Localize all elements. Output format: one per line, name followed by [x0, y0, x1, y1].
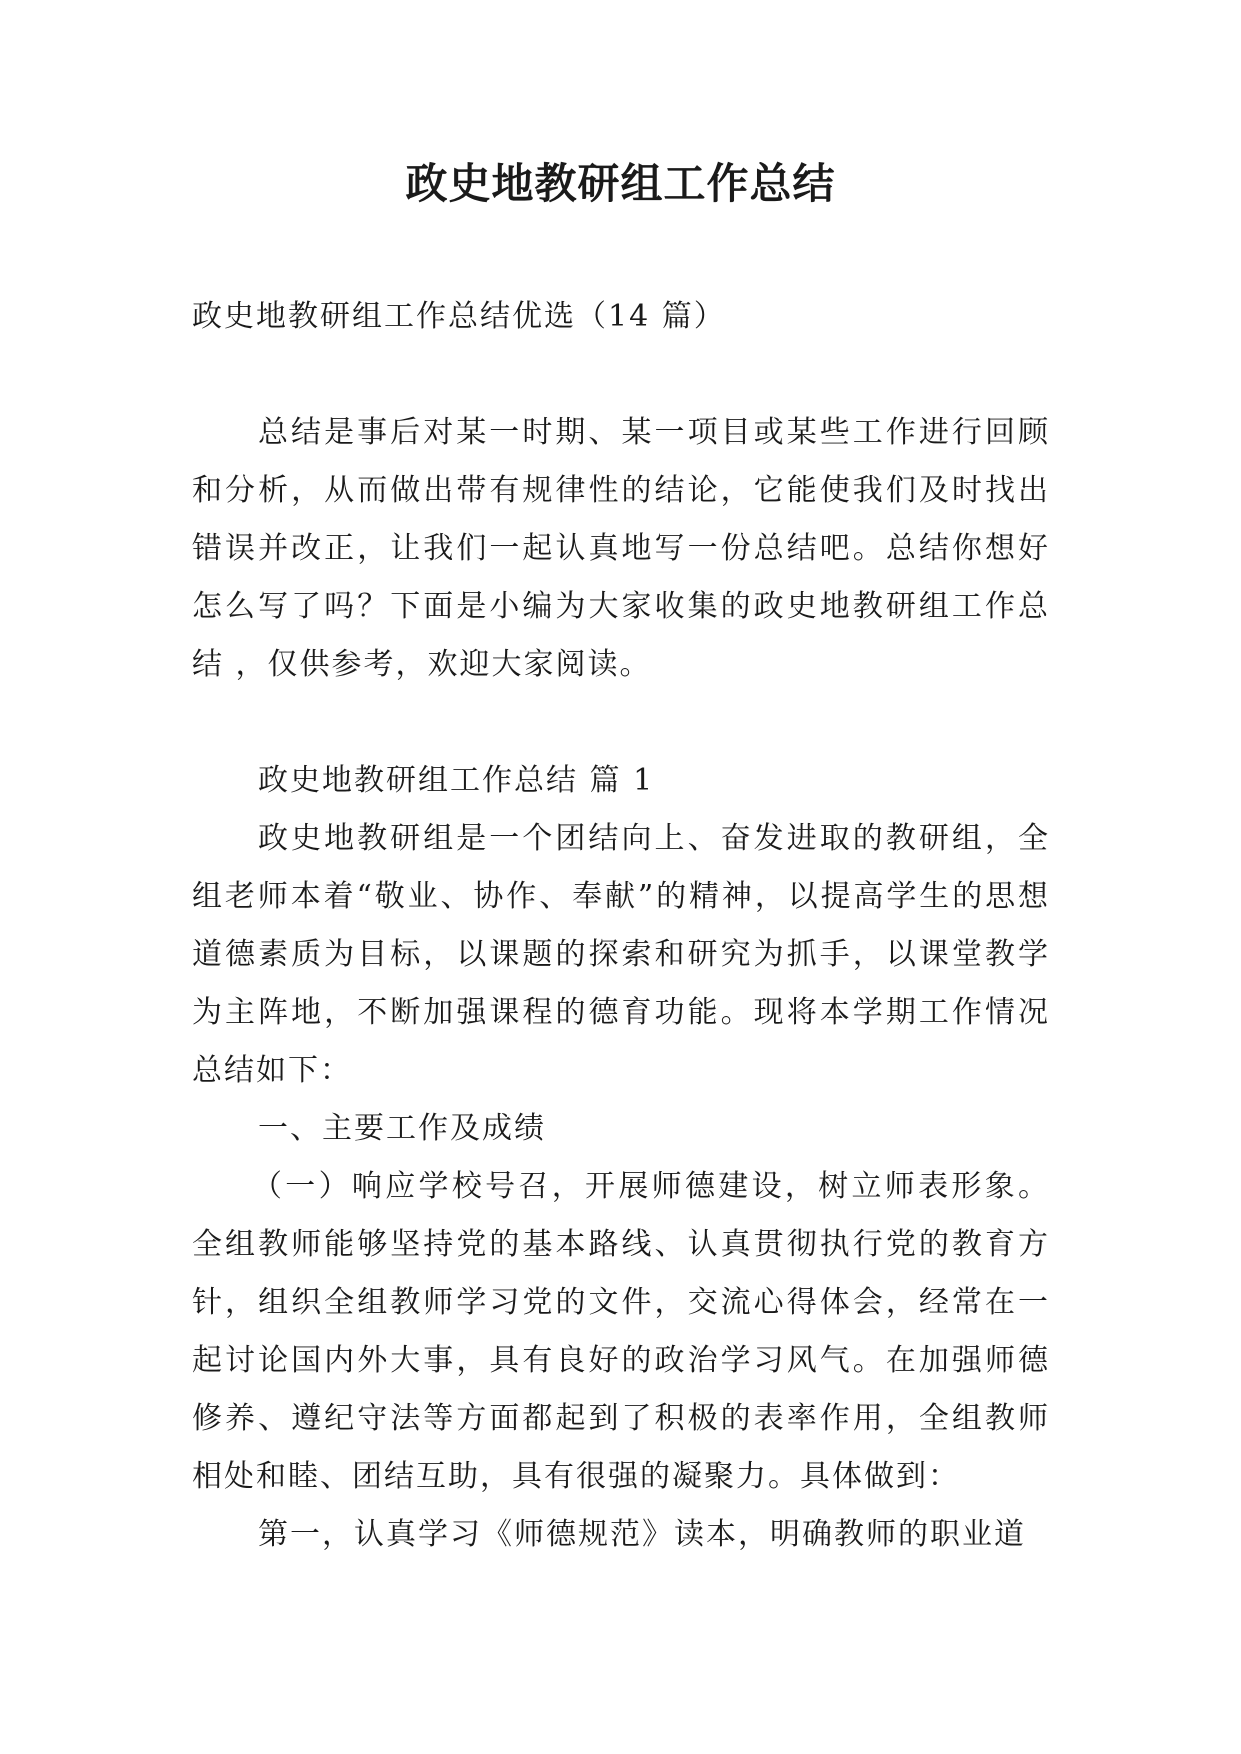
body-heading: 一、主要工作及成绩 — [258, 1111, 546, 1146]
spacer — [192, 346, 1050, 404]
document-title: 政史地教研组工作总结 — [405, 159, 836, 208]
document-body — [192, 288, 1050, 1564]
spacer — [192, 694, 1050, 752]
document-subtitle: 政史地教研组工作总结优选（14 篇） — [192, 299, 726, 334]
section-heading: 政史地教研组工作总结 篇 1 — [258, 763, 655, 798]
body-paragraph: 第一，认真学习《师德规范》读本，明确教师的职业道 — [258, 1517, 1026, 1552]
body-paragraph: （一）响应学校号召，开展师德建设，树立师表形象。全组教师能够坚持党的基本路线、认真贯彻执行党的教育方针，组织全组教师学习党的文件，交流心得体会，经常在一起讨论国内外大事，具有良好的政治学习风气。在加强师德修养、遵纪守法等方面都起到了积极的表率作用，全组教师相处和睦、团结互助，具有很强的凝聚力。具体做到： — [192, 1169, 1050, 1494]
body-paragraph: 政史地教研组是一个团结向上、奋发进取的教研组，全组老师本着“敬业、协作、奉献”的精神，以提高学生的思想道德素质为目标，以课题的探索和研究为抓手，以课堂教学为主阵地，不断加强课程的德育功能。现将本学期工作情况总结如下： — [192, 821, 1050, 1088]
intro-paragraph: 总结是事后对某一时期、某一项目或某些工作进行回顾和分析，从而做出带有规律性的结论，它能使我们及时找出错误并改正，让我们一起认真地写一份总结吧。总结你想好怎么写了吗？下面是小编为大家收集的政史地教研组工作总结 ，仅供参考，欢迎大家阅读。 — [192, 415, 1050, 682]
